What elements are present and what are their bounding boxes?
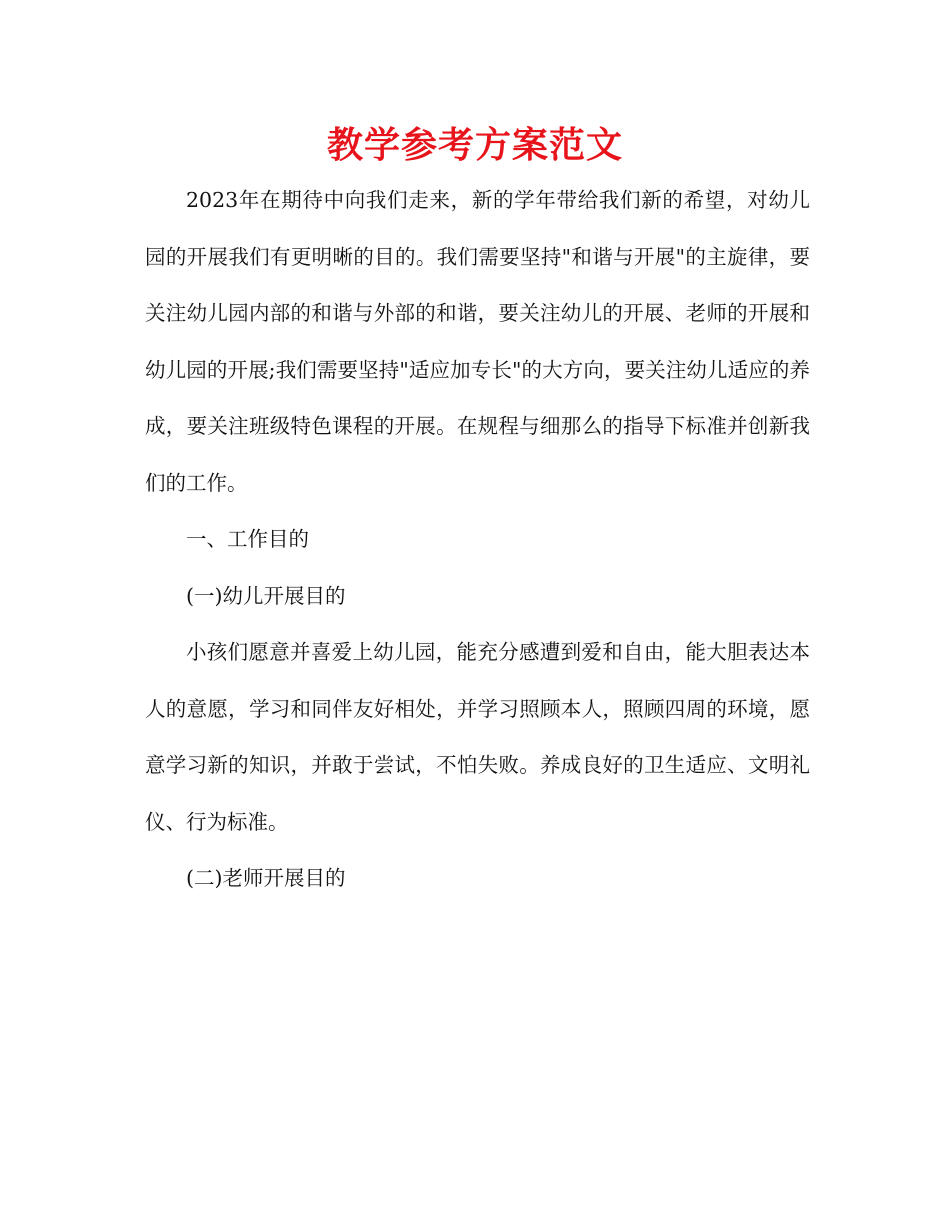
subheading-teacher-goals: (二)老师开展目的 bbox=[186, 866, 346, 890]
subheading-child-goals: (一)幼儿开展目的 bbox=[186, 583, 346, 608]
paragraph-child-goals: 小孩们愿意并喜爱上幼儿园，能充分感遭到爱和自由，能大胆表达本人的意愿，学习和同伴友好相处，并学习照顾本人，照顾四周的环境，愿意学习新的知识，并敢于尝试，不怕失败。养成良好的卫生适应、文明礼仪、行为标准。 bbox=[145, 640, 810, 834]
heading-work-goals: 一、工作目的 bbox=[186, 527, 309, 551]
paragraph-intro: 2023年在期待中向我们走来，新的学年带给我们新的希望，对幼儿园的开展我们有更明晰的目的。我们需要坚持"和谐与开展"的主旋律，要关注幼儿园内部的和谐与外部的和谐，要关注幼儿的开展、老师的开展和幼儿园的开展;我们需要坚持"适应加专长"的大方向，要关注幼儿适应的养成，要关注班级特色课程的开展。在规程与细那么的指导下标准并创新我们的工作。 bbox=[145, 188, 810, 495]
document-body bbox=[145, 172, 810, 907]
document-title: 教学参考方案范文 bbox=[326, 125, 623, 166]
